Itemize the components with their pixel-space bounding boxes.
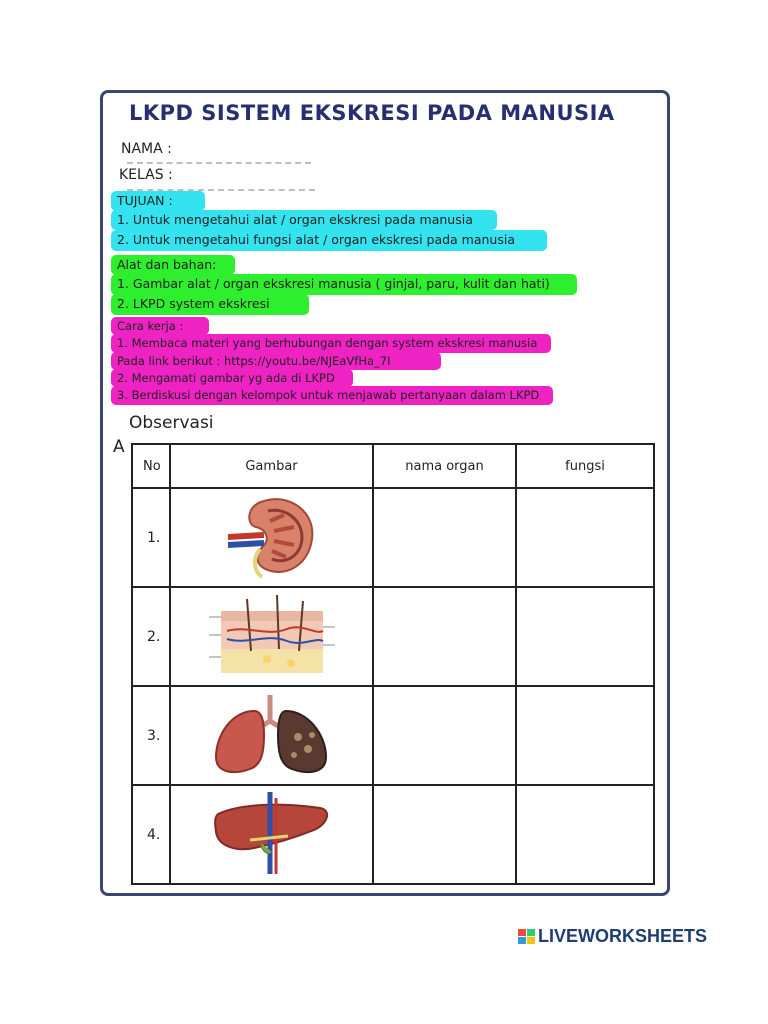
nama-line[interactable]	[127, 162, 311, 164]
worksheet-frame	[100, 90, 670, 896]
nama-label: NAMA :	[121, 141, 172, 157]
header-nama-organ: nama organ	[373, 444, 516, 488]
nama-organ-cell[interactable]	[373, 488, 516, 587]
observation-table	[131, 443, 655, 885]
alat-item-2: 2. LKPD system ekskresi	[111, 294, 309, 315]
header-gambar: Gambar	[170, 444, 373, 488]
cara-item-2: 2. Mengamati gambar yg ada di LKPD	[111, 369, 353, 387]
cara-heading: Cara kerja :	[111, 317, 209, 335]
header-fungsi: fungsi	[516, 444, 654, 488]
cara-item-3: 3. Berdiskusi dengan kelompok untuk menjawab pertanyaan dalam LKPD	[111, 386, 553, 405]
kidney-image	[170, 488, 373, 587]
fungsi-cell[interactable]	[516, 686, 654, 785]
row-number: 3.	[132, 686, 170, 785]
nama-organ-cell[interactable]	[373, 686, 516, 785]
row-number: 1.	[132, 488, 170, 587]
table-row	[132, 686, 654, 785]
lungs-image	[170, 686, 373, 785]
cara-link[interactable]: Pada link berikut : https://youtu.be/NJEaVfHa_7I	[111, 352, 441, 370]
skin-image	[170, 587, 373, 686]
table-header-row	[132, 444, 654, 488]
tujuan-item-1: 1. Untuk mengetahui alat / organ ekskresi pada manusia	[111, 210, 497, 230]
header-no: No	[132, 444, 170, 488]
alat-heading: Alat dan bahan:	[111, 255, 235, 275]
tujuan-item-2: 2. Untuk mengetahui fungsi alat / organ ekskresi pada manusia	[111, 230, 547, 251]
observasi-label: Observasi	[129, 413, 214, 433]
liver-image	[170, 785, 373, 884]
page-title: LKPD SISTEM EKSKRESI PADA MANUSIA	[129, 101, 615, 125]
alat-item-1: 1. Gambar alat / organ ekskresi manusia ( ginjal, paru, kulit dan hati)	[111, 274, 577, 295]
nama-organ-cell[interactable]	[373, 587, 516, 686]
table-row	[132, 587, 654, 686]
nama-organ-cell[interactable]	[373, 785, 516, 884]
liveworksheets-logo-icon	[518, 929, 536, 945]
table-row	[132, 785, 654, 884]
kelas-label: KELAS :	[119, 167, 173, 183]
tujuan-heading: TUJUAN :	[111, 191, 205, 211]
section-letter: A	[113, 437, 125, 457]
table-row	[132, 488, 654, 587]
cara-item-1: 1. Membaca materi yang berhubungan dengan system ekskresi manusia	[111, 334, 551, 353]
fungsi-cell[interactable]	[516, 587, 654, 686]
row-number: 2.	[132, 587, 170, 686]
fungsi-cell[interactable]	[516, 488, 654, 587]
row-number: 4.	[132, 785, 170, 884]
liveworksheets-brand[interactable]: LIVEWORKSHEETS	[538, 926, 708, 946]
fungsi-cell[interactable]	[516, 785, 654, 884]
